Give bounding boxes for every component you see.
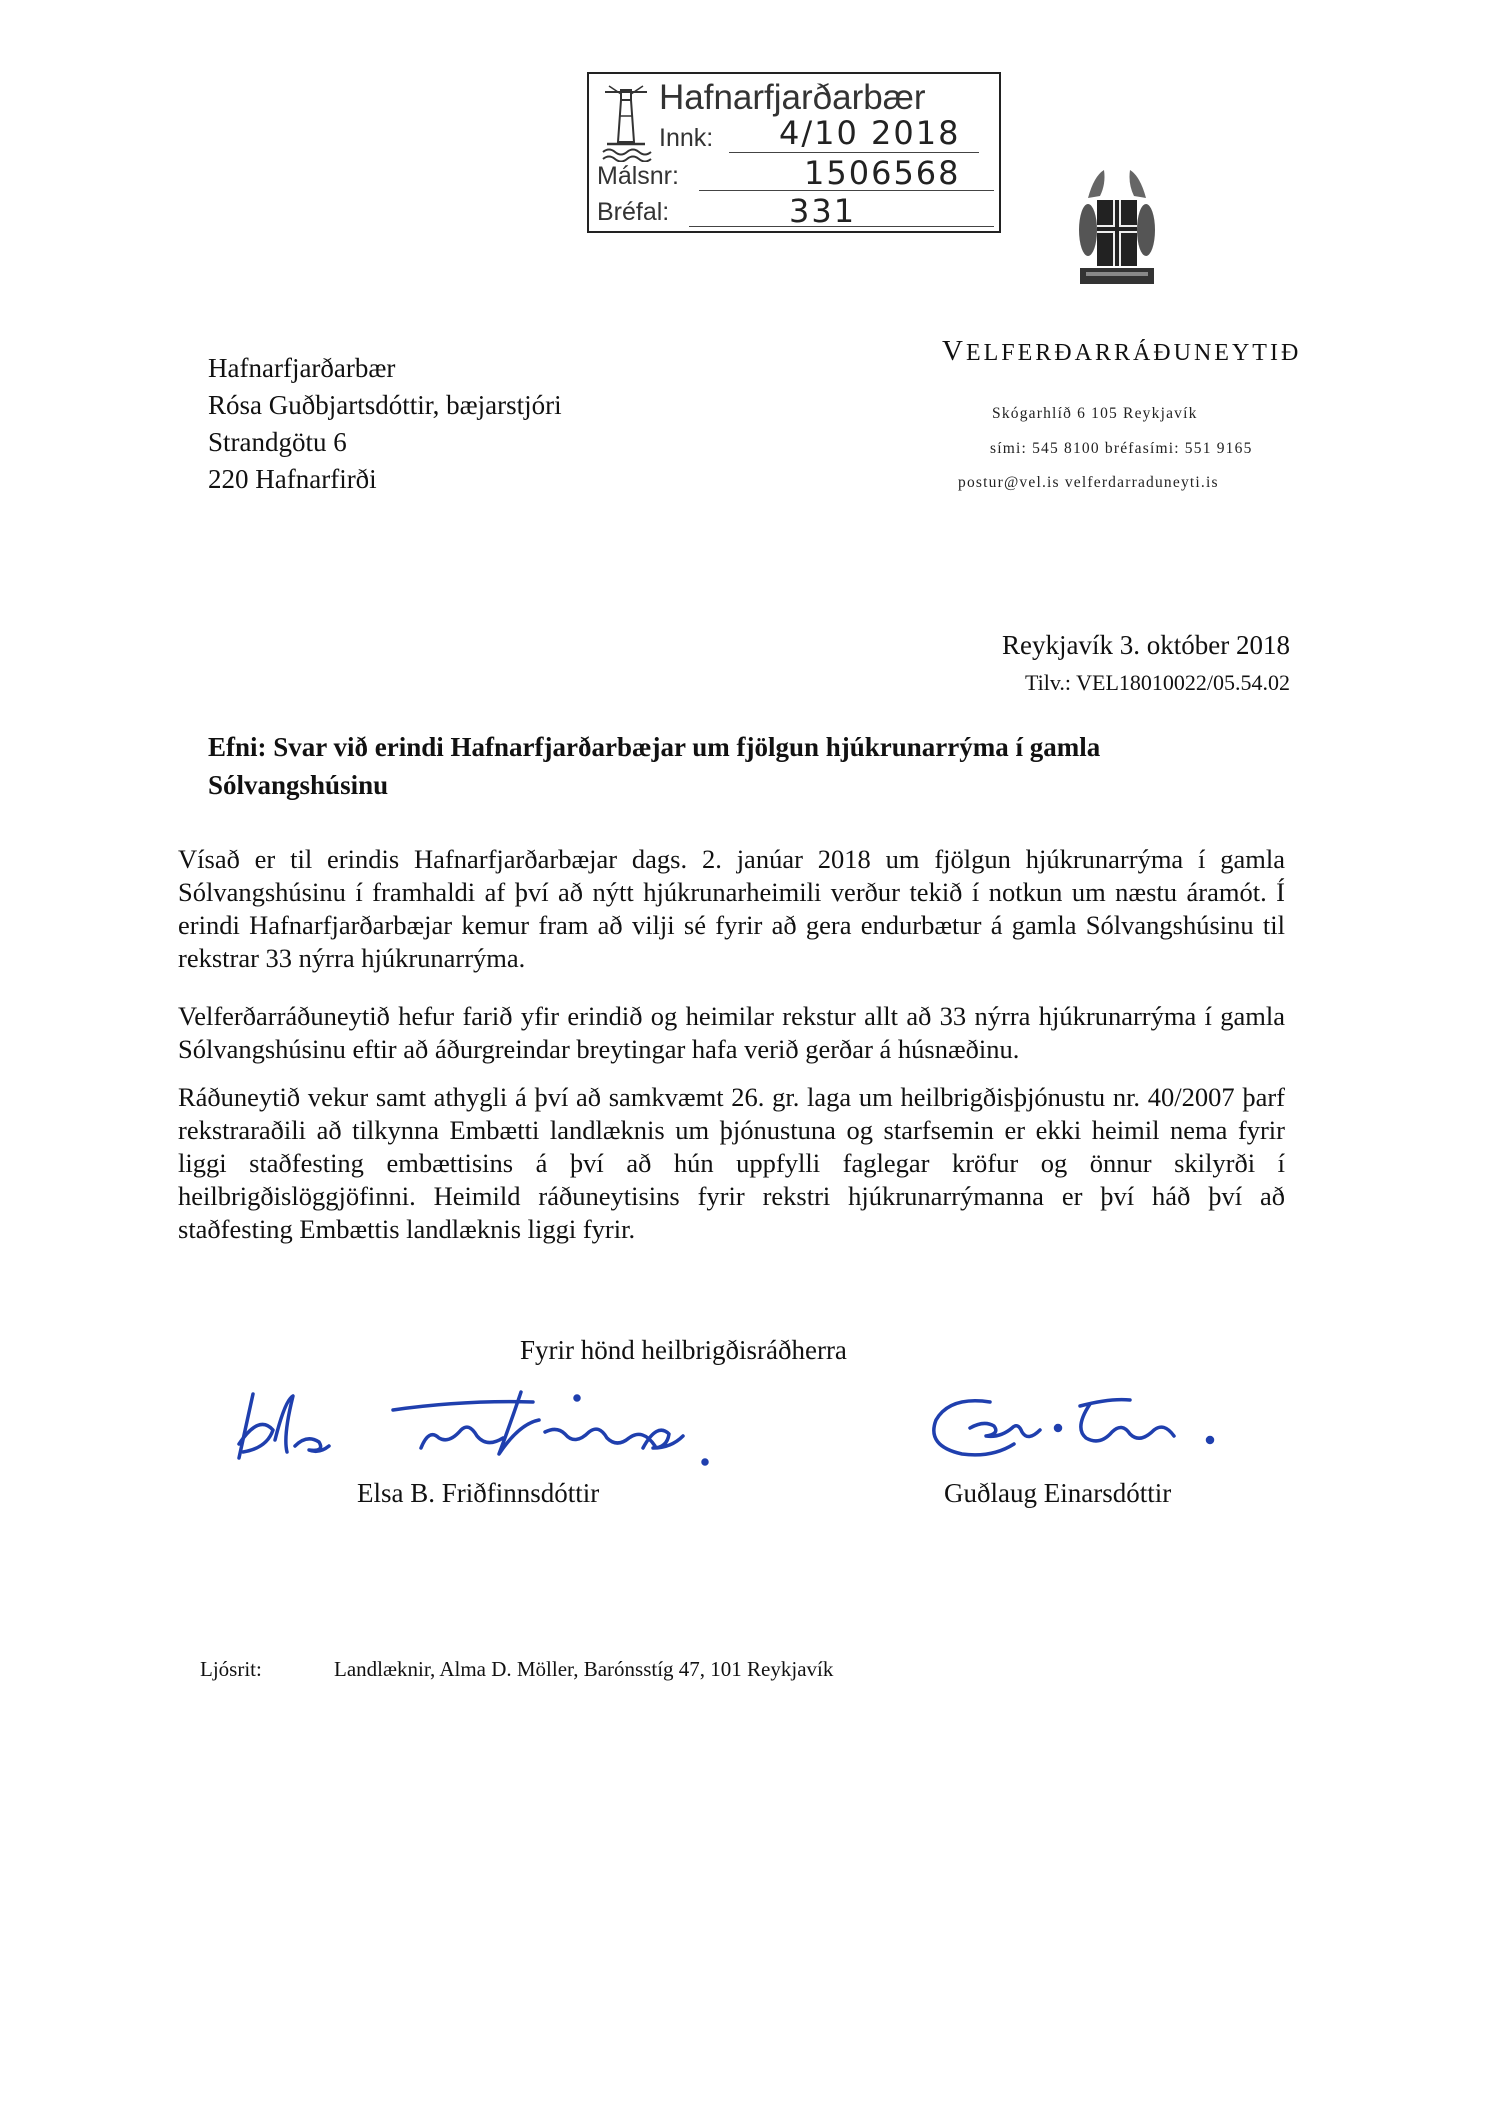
reference-number: Tilv.: VEL18010022/05.54.02	[1024, 670, 1290, 695]
recipient-line: 220 Hafnarfirði	[208, 464, 377, 494]
recipient-line: Hafnarfjarðarbær	[208, 353, 396, 383]
ministry-name-initial: V	[942, 335, 966, 367]
ministry-phone: sími: 545 8100 bréfasími: 551 9165	[990, 440, 1253, 457]
signer-name-2: Guðlaug Einarsdóttir	[944, 1478, 1172, 1508]
recipient-line: Rósa Guðbjartsdóttir, bæjarstjóri	[208, 390, 562, 420]
body-paragraph: Velferðarráðuneytið hefur farið yfir erindið og heimilar rekstur allt að 33 nýrra hjúkrunarrýma í gamla Sólvangshúsinu eftir að áðurgreindar breytingar hafa verið gerðar á húsnæðinu.	[178, 1001, 1285, 1064]
cc-recipient: Landlæknir, Alma D. Möller, Barónsstíg 47, 101 Reykjavík	[334, 1657, 834, 1681]
stamp-malsnr-value: 1506568	[804, 154, 961, 192]
cc-label: Ljósrit:	[200, 1657, 262, 1681]
signature-gudlaug	[930, 1388, 1250, 1468]
stamp-brefal-label: Bréfal:	[597, 198, 670, 226]
stamp-malsnr-label: Málsnr:	[597, 162, 679, 190]
stamp-innk-label: Innk:	[659, 124, 714, 152]
signer-name-1: Elsa B. Friðfinnsdóttir	[357, 1478, 600, 1508]
received-stamp	[587, 72, 1001, 233]
recipient-line: Strandgötu 6	[208, 427, 347, 457]
lighthouse-icon	[599, 82, 653, 162]
letter-date: Reykjavík 3. október 2018	[1002, 630, 1290, 660]
on-behalf-line: Fyrir hönd heilbrigðisráðherra	[520, 1335, 847, 1365]
signature-elsa	[225, 1388, 785, 1468]
coat-of-arms-icon	[1078, 168, 1156, 294]
stamp-innk-value: 4/10 2018	[779, 114, 961, 152]
ministry-name	[942, 335, 1301, 368]
ministry-web: postur@vel.is velferdarraduneyti.is	[958, 474, 1219, 491]
body-paragraph: Ráðuneytið vekur samt athygli á því að samkvæmt 26. gr. laga um heilbrigðisþjónustu nr. 40/2007 þarf rekstraraðili að tilkynna Embætti landlæknis um þjónustuna og starfsemin er ekki heimil nema fyrir liggi staðfesting embættisins á því að hún uppfylli faglegar kröfur og önnur skilyrði í heilbrigðislöggjöfinni. Heimild ráðuneytisins fyrir rekstri hjúkrunarrýmanna er því háð því að staðfesting Embættis landlæknis liggi fyrir.	[178, 1082, 1285, 1244]
stamp-brefal-value: 331	[789, 192, 857, 230]
subject-line: Sólvangshúsinu	[208, 770, 389, 800]
stamp-title: Hafnarfjarðarbær	[659, 78, 926, 117]
ministry-address: Skógarhlíð 6 105 Reykjavík	[992, 405, 1198, 422]
subject	[208, 728, 1208, 804]
body-paragraph: Vísað er til erindis Hafnarfjarðarbæjar dags. 2. janúar 2018 um fjölgun hjúkrunarrýma í gamla Sólvangshúsinu í framhaldi af því að nýtt hjúkrunarheimili verður tekið í notkun um næstu áramót. Í erindi Hafnarfjarðarbæjar kemur fram að vilji sé fyrir að gera endurbætur á gamla Sólvangshúsinu til rekstrar 33 nýrra hjúkrunarrýma.	[178, 844, 1285, 973]
stamp-innk-line	[729, 152, 979, 153]
ministry-name-rest: ELFERÐARRÁÐUNEYTIÐ	[965, 340, 1302, 366]
subject-line: Efni: Svar við erindi Hafnarfjarðarbæjar um fjölgun hjúkrunarrýma í gamla	[208, 732, 1101, 762]
recipient-address	[208, 350, 562, 498]
